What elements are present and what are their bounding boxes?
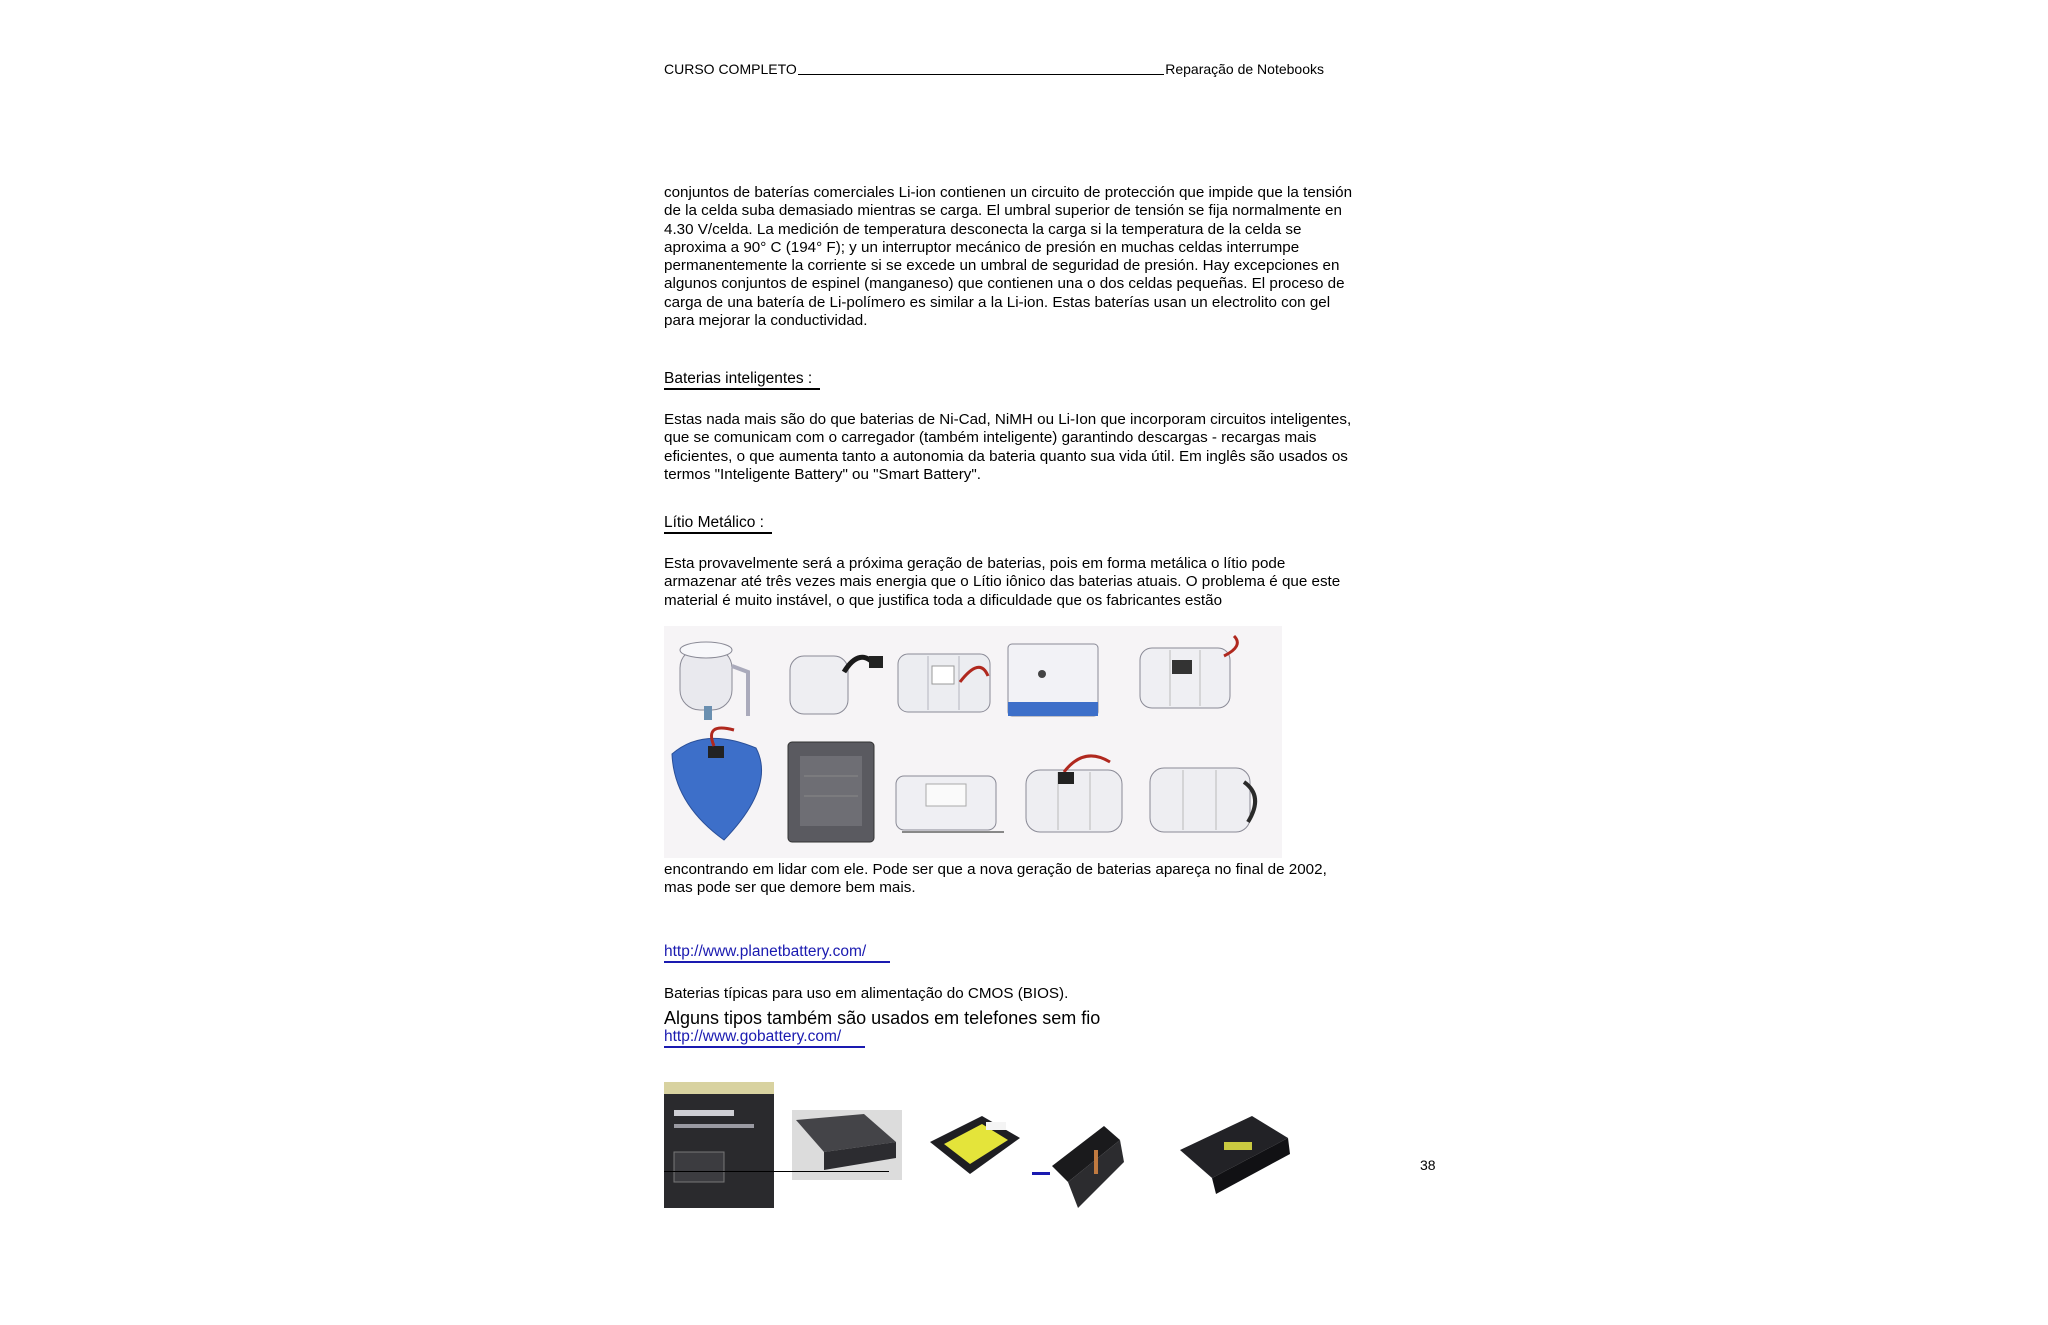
paragraph-intro: conjuntos de baterías comerciales Li-ion contienen un circuito de protección que impide que la tensión de la celda suba demasiado mientras se carga. El umbral superior de tensión se fija normalmente en 4.30 V/celda. La medición de temperatura desconecta la carga si la temperatura de la celda se aproxima a 90° C (194° F); y un interruptor mecánico de presión en muchas celdas interrumpe permanentemente la corriente si se excede un umbral de seguridad de presión. Hay excepciones en algunos conjuntos de espinel (manganeso) que contienen una o dos celdas pequeñas. El proceso de carga de una batería de Li-polímero es similar a la Li-ion. Estas baterías usan un electrolito con gel para mejorar la conductividad. (664, 184, 1353, 330)
paragraph-lithium-2: encontrando em lidar com ele. Pode ser que a nova geração de baterias apareça no final de 2002, mas pode ser que demore bem mais. (664, 861, 1327, 897)
link-planetbattery[interactable]: http://www.planetbattery.com/ (664, 943, 890, 963)
header-right: Reparação de Notebooks (1165, 61, 1324, 77)
battery-white-pack-3cell-wire (1026, 756, 1122, 832)
battery-white-pack-3cell (898, 654, 990, 712)
caption-cmos: Baterias típicas para uso em alimentação do CMOS (BIOS). (664, 985, 1069, 1002)
paragraph-smart-batteries: Estas nada mais são do que baterias de Ni-Cad, NiMH ou Li-Ion que incorporam circuitos inteligentes, que se comunicam com o carregador (também inteligente) garantindo descargas - recargas mais eficientes, o que aumenta tanto a autonomia da bateria quanto sua vida útil. Em inglês são usados os termos "Inteligente Battery" ou "Smart Battery". (664, 411, 1352, 483)
notebook-batteries-photos (664, 1080, 1300, 1215)
header-rule (798, 73, 1164, 75)
footer-rule (664, 1171, 889, 1172)
heading-lithium-metal: Lítio Metálico : (664, 514, 772, 534)
caption-phones: Alguns tipos também são usados em telefones sem fio (664, 1008, 1101, 1028)
heading-smart-batteries: Baterias inteligentes : (664, 370, 820, 390)
battery-white-cell-wire (790, 656, 883, 714)
battery-dark-flat (788, 742, 874, 842)
notebook-battery-black-flat (664, 1082, 774, 1208)
notebook-battery-yellow-label (930, 1116, 1020, 1174)
cmos-batteries-illustration (664, 626, 1282, 858)
page-number: 38 (1420, 1157, 1436, 1173)
battery-white-cell-tabs (680, 642, 748, 720)
notebook-battery-black-tube (1052, 1126, 1124, 1208)
battery-blue-white-pack (1008, 644, 1098, 716)
notebook-battery-black-long (1180, 1116, 1290, 1194)
cmos-batteries-photo (664, 626, 1282, 858)
battery-white-pack-3cell-dark (1150, 768, 1255, 832)
notebook-battery-gray (792, 1110, 902, 1180)
paragraph-lithium-1: Esta provavelmente será a próxima geração de baterias, pois em forma metálica o lítio pode armazenar até três vezes mais energia que o Lítio iônico das baterias atuais. O problema é que este material é muito instável, o que justifica toda a dificuldade que os fabricantes estão (664, 555, 1341, 609)
battery-white-pack-connector (1140, 636, 1237, 708)
page-header (664, 61, 1324, 77)
blue-link-mark (1032, 1172, 1050, 1175)
battery-white-pack-label (896, 776, 1004, 832)
battery-blue-triangle-pack (672, 728, 762, 840)
link-gobattery[interactable]: http://www.gobattery.com/ (664, 1028, 865, 1048)
header-left: CURSO COMPLETO (664, 61, 797, 77)
